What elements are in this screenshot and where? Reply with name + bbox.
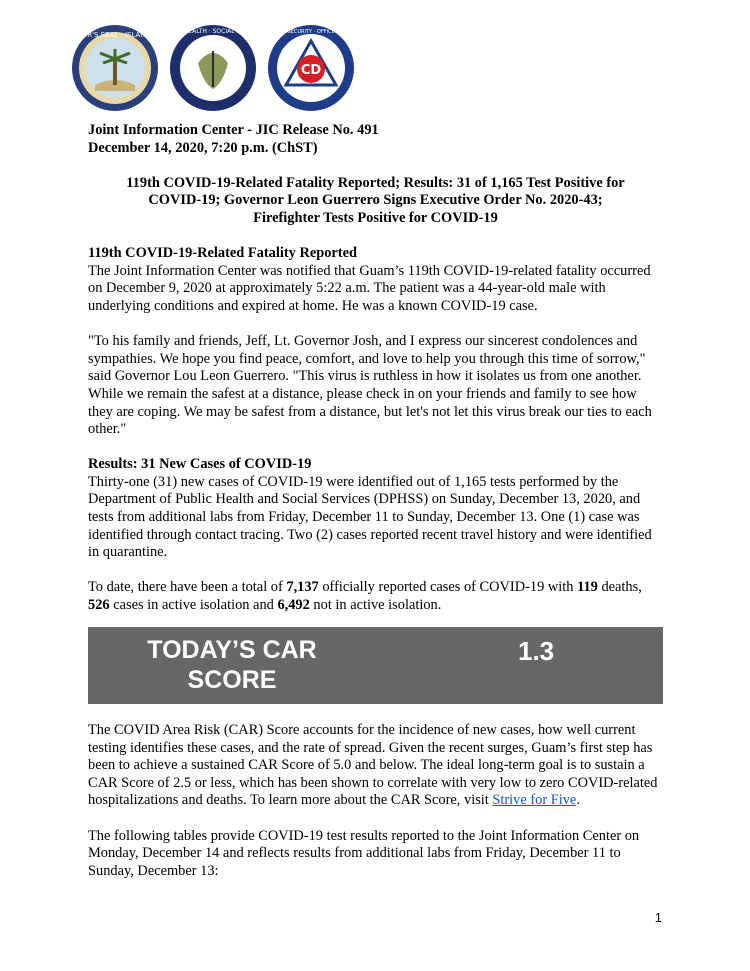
- public-health-seal-icon: [160, 23, 266, 113]
- svg-text:GOVERNOR'S SEAL · ISLAN GUAHAN: GOVERNOR'S SEAL · ISLAN GUAHAN: [51, 31, 179, 39]
- car-score-value: 1.3: [518, 636, 555, 666]
- fatality-paragraph: The Joint Information Center was notified that Guam’s 119th COVID-19-related fatality occurred on December 9, 2020 at approximately 5:22 a.m. The patient was a 44-year-old male with underlying conditions and expired at home. He was a known COVID-19 case.: [88, 262, 651, 314]
- release-body-top: [88, 122, 663, 615]
- svg-text:PUBLIC HEALTH · SOCIAL SERVICE: PUBLIC HEALTH · SOCIAL SERVICES: [160, 28, 266, 35]
- release-date: December 14, 2020, 7:20 p.m. (ChST): [88, 139, 318, 156]
- headline-line-2: COVID-19; Governor Leon Guerrero Signs Executive Order No. 2020-43;: [148, 192, 603, 209]
- release-body-bottom: [88, 722, 663, 880]
- release-number: Joint Information Center - JIC Release No. 491: [88, 122, 379, 138]
- section-heading-fatality: 119th COVID-19-Related Fatality Reported: [88, 245, 357, 262]
- total-deaths: 119: [577, 579, 598, 596]
- not-active-isolation: 6,492: [277, 597, 310, 614]
- total-cases: 7,137: [286, 579, 319, 596]
- agency-seals: [51, 22, 382, 114]
- governors-seal-icon: [51, 23, 179, 113]
- results-paragraph: Thirty-one (31) new cases of COVID-19 were identified out of 1,165 tests performed by the Department of Public Health and Social Services (DPHSS) on Sunday, December 13, 2020, and tests from additional labs from Friday, December 11 to Sunday, December 13. One (1) case was identified through contact tracing. Two (2) cases reported recent travel history and were identified in quarantine.: [88, 473, 652, 561]
- headline-line-1: 119th COVID-19-Related Fatality Reported; Results: 31 of 1,165 Test Positive for: [126, 174, 625, 191]
- tables-intro: The following tables provide COVID-19 test results reported to the Joint Information Center on Monday, December 14 and reflects results from additional labs from Friday, December 11 to Sunday, December 13:: [88, 827, 640, 879]
- car-score-label: TODAY’S CAR SCORE: [147, 636, 317, 694]
- car-score-banner: [88, 627, 663, 704]
- headline-line-3: Firefighter Tests Positive for COVID-19: [253, 209, 498, 226]
- svg-text:CD: CD: [300, 63, 322, 78]
- governor-quote: "To his family and friends, Jeff, Lt. Governor Josh, and I express our sincerest condolences and sympathies. We hope you find peace, comfort, and love to help you through this time of sorrow," said Governor Lou Leon Guerrero. "This virus is ruthless in how it isolates us from one another. While we remain the safest at a distance, please check in on your friends and family to see how they are coping. We may be safest from a distance, but let's not let this virus break our ties to each other.": [88, 333, 652, 438]
- civil-defense-seal-icon: [240, 23, 382, 113]
- section-heading-results: Results: 31 New Cases of COVID-19: [88, 456, 312, 473]
- active-isolation: 526: [88, 597, 110, 614]
- totals-paragraph: To date, there have been a total of 7,137 officially reported cases of COVID-19 with 119 deaths, 526 cases in active isolation and 6,492 not in active isolation.: [88, 579, 642, 614]
- svg-text:GUAM HOMELAND SECURITY · OFFIC: GUAM HOMELAND SECURITY · OFFICE OF CIVIL DEFENSE: [240, 29, 382, 35]
- page-number: 1: [654, 910, 662, 925]
- car-explanation: The COVID Area Risk (CAR) Score accounts for the incidence of new cases, how well current testing identifies these cases, and the rate of spread. Given the recent surges, Guam’s first step has been to achieve a sustained CAR Score of 5.0 and below. The ideal long-term goal is to sustain a CAR Score of 2.5 or less, which has been shown to correlate with very low to zero COVID-related hospitalizations and deaths. To learn more about the CAR Score, visit Strive for Five.: [88, 722, 658, 809]
- strive-for-five-link[interactable]: Strive for Five: [492, 792, 577, 809]
